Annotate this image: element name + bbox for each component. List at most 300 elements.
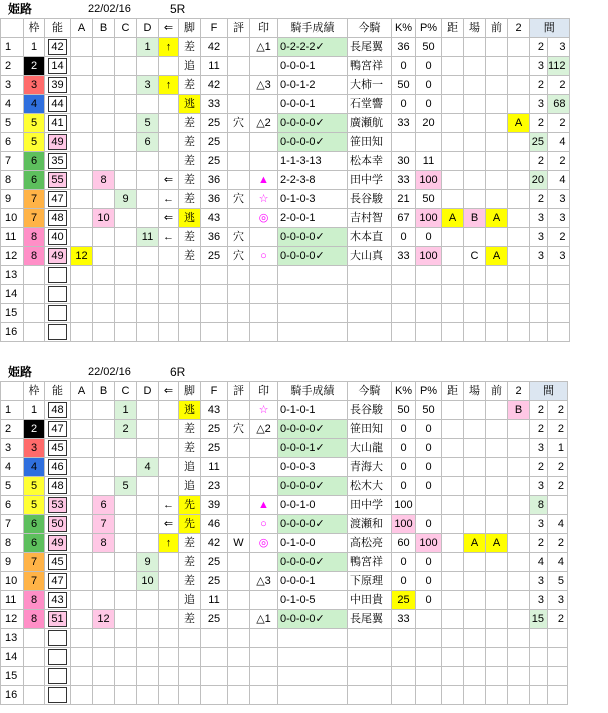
cell-arrow <box>159 591 179 610</box>
cell-ma2 <box>548 686 568 705</box>
cell-konkishu: 長谷駿 <box>348 401 392 420</box>
cell-arrow: ⇐ <box>159 515 179 534</box>
header-row <box>1 19 570 38</box>
cell-ma1: 8 <box>530 496 548 515</box>
cell-arrow <box>159 95 179 114</box>
cell-ma2 <box>548 304 570 323</box>
cell-mae <box>486 152 508 171</box>
cell-ma1 <box>530 285 548 304</box>
cell-hyo <box>228 591 250 610</box>
cell-konkishu <box>348 629 392 648</box>
header-c: C <box>115 382 137 401</box>
header-in: 印 <box>250 382 278 401</box>
cell-b <box>93 285 115 304</box>
cell-d <box>137 323 159 342</box>
cell-f: 42 <box>201 534 228 553</box>
header-nou: 能 <box>45 19 71 38</box>
header-hyo: 評 <box>228 382 250 401</box>
cell-arrow <box>159 629 179 648</box>
cell-nou <box>45 439 71 458</box>
cell-p: 20 <box>416 114 442 133</box>
cell-waku: 2 <box>24 420 45 439</box>
cell-nou <box>45 591 71 610</box>
header-f: F <box>201 19 228 38</box>
cell-k: 0 <box>392 572 416 591</box>
cell-ma2: 112 <box>548 57 570 76</box>
table-row <box>1 57 570 76</box>
cell-d: 1 <box>137 38 159 57</box>
cell-ba <box>464 323 486 342</box>
cell-kyaku: 先 <box>179 515 201 534</box>
cell-ma1: 3 <box>530 439 548 458</box>
cell-hyo <box>228 133 250 152</box>
cell-no: 16 <box>1 686 24 705</box>
cell-waku: 8 <box>24 591 45 610</box>
cell-in <box>250 57 278 76</box>
cell-arrow: ↑ <box>159 534 179 553</box>
cell-waku: 7 <box>24 553 45 572</box>
ability-box <box>48 324 67 340</box>
cell-kyaku <box>179 304 201 323</box>
cell-two <box>508 420 530 439</box>
cell-konkishu: 笹田知 <box>348 133 392 152</box>
cell-b: 6 <box>93 496 115 515</box>
cell-hyo: 穴 <box>228 420 250 439</box>
cell-k: 33 <box>392 247 416 266</box>
cell-waku: 4 <box>24 458 45 477</box>
cell-p: 0 <box>416 572 442 591</box>
cell-mae <box>486 610 508 629</box>
cell-konkishu: 大山龍 <box>348 439 392 458</box>
cell-mae <box>486 515 508 534</box>
header-blank <box>1 382 24 401</box>
cell-nou <box>45 458 71 477</box>
header-f: F <box>201 382 228 401</box>
cell-kishu: 2-2-3-8 <box>278 171 348 190</box>
ability-box <box>48 687 67 703</box>
cell-konkishu <box>348 266 392 285</box>
cell-c <box>115 591 137 610</box>
cell-c: 5 <box>115 477 137 496</box>
cell-kishu: 0-1-0-1 <box>278 401 348 420</box>
cell-ma2: 3 <box>548 38 570 57</box>
cell-arrow <box>159 57 179 76</box>
cell-hyo <box>228 477 250 496</box>
cell-c <box>115 57 137 76</box>
ability-box: 51 <box>48 611 67 627</box>
cell-nou <box>45 420 71 439</box>
cell-kyori <box>442 323 464 342</box>
cell-two <box>508 323 530 342</box>
cell-kyori <box>442 266 464 285</box>
cell-k: 33 <box>392 171 416 190</box>
header-k: K% <box>392 382 416 401</box>
cell-kyaku: 差 <box>179 38 201 57</box>
header-nou: 能 <box>45 382 71 401</box>
cell-nou <box>45 285 71 304</box>
ability-box: 49 <box>48 535 67 551</box>
cell-mae <box>486 76 508 95</box>
cell-two <box>508 133 530 152</box>
cell-f: 25 <box>201 152 228 171</box>
cell-b <box>93 401 115 420</box>
cell-ba <box>464 667 486 686</box>
cell-no: 1 <box>1 401 24 420</box>
cell-c <box>115 209 137 228</box>
ability-box: 35 <box>48 153 67 169</box>
cell-kishu: 0-1-0-0 <box>278 534 348 553</box>
race-date: 22/02/16 <box>88 3 131 15</box>
cell-konkishu: 笹田知 <box>348 420 392 439</box>
cell-two <box>508 572 530 591</box>
cell-c: 2 <box>115 420 137 439</box>
entry-table <box>0 18 570 342</box>
cell-arrow: ← <box>159 190 179 209</box>
cell-no: 13 <box>1 629 24 648</box>
race-block-6r <box>0 363 608 708</box>
cell-d <box>137 401 159 420</box>
ability-box: 47 <box>48 421 67 437</box>
cell-b <box>93 228 115 247</box>
cell-konkishu <box>348 285 392 304</box>
cell-in: △2 <box>250 420 278 439</box>
cell-kyaku: 差 <box>179 133 201 152</box>
cell-ba <box>464 304 486 323</box>
cell-k: 0 <box>392 553 416 572</box>
cell-hyo <box>228 266 250 285</box>
table-row <box>1 534 568 553</box>
cell-ba <box>464 285 486 304</box>
cell-no: 3 <box>1 76 24 95</box>
cell-ma1: 3 <box>530 95 548 114</box>
cell-kishu: 0-0-0-0✓ <box>278 610 348 629</box>
ability-box <box>48 286 67 302</box>
cell-arrow <box>159 458 179 477</box>
header-k: K% <box>392 19 416 38</box>
cell-nou <box>45 401 71 420</box>
cell-p: 0 <box>416 228 442 247</box>
cell-ma1: 2 <box>530 114 548 133</box>
cell-two <box>508 553 530 572</box>
cell-a <box>71 667 93 686</box>
cell-two <box>508 76 530 95</box>
cell-konkishu: 長尾翼 <box>348 38 392 57</box>
cell-c <box>115 496 137 515</box>
cell-ba <box>464 266 486 285</box>
cell-p: 0 <box>416 439 442 458</box>
cell-ma2: 4 <box>548 553 568 572</box>
cell-ma2: 1 <box>548 439 568 458</box>
cell-ma1 <box>530 629 548 648</box>
cell-a <box>71 610 93 629</box>
cell-no: 7 <box>1 152 24 171</box>
cell-b <box>93 667 115 686</box>
cell-d: 6 <box>137 133 159 152</box>
cell-hyo <box>228 686 250 705</box>
table-row <box>1 686 568 705</box>
cell-nou <box>45 686 71 705</box>
cell-no: 3 <box>1 439 24 458</box>
table-row <box>1 591 568 610</box>
cell-d <box>137 304 159 323</box>
cell-in: △2 <box>250 114 278 133</box>
cell-d <box>137 57 159 76</box>
table-row <box>1 171 570 190</box>
cell-no: 11 <box>1 591 24 610</box>
cell-konkishu: 吉村智 <box>348 209 392 228</box>
cell-kyori <box>442 95 464 114</box>
cell-p <box>416 629 442 648</box>
header-two: 2 <box>508 19 530 38</box>
cell-k: 67 <box>392 209 416 228</box>
cell-waku <box>24 686 45 705</box>
race-number: 5R <box>170 2 186 16</box>
cell-p: 0 <box>416 553 442 572</box>
ability-box: 48 <box>48 210 67 226</box>
cell-nou <box>45 133 71 152</box>
cell-c <box>115 171 137 190</box>
cell-a <box>71 76 93 95</box>
cell-a <box>71 686 93 705</box>
cell-ba <box>464 95 486 114</box>
cell-c <box>115 95 137 114</box>
cell-waku: 3 <box>24 76 45 95</box>
cell-d <box>137 95 159 114</box>
cell-kyaku: 差 <box>179 572 201 591</box>
ability-box: 45 <box>48 554 67 570</box>
cell-k <box>392 133 416 152</box>
cell-c <box>115 439 137 458</box>
cell-no: 1 <box>1 38 24 57</box>
cell-b <box>93 76 115 95</box>
cell-in: △1 <box>250 610 278 629</box>
cell-mae <box>486 553 508 572</box>
table-row <box>1 133 570 152</box>
cell-in: △3 <box>250 572 278 591</box>
cell-ma1: 2 <box>530 76 548 95</box>
table-row <box>1 648 568 667</box>
cell-kishu: 0-0-0-0✓ <box>278 420 348 439</box>
cell-kishu <box>278 629 348 648</box>
cell-kishu: 0-0-1-2 <box>278 76 348 95</box>
cell-f: 11 <box>201 591 228 610</box>
cell-no: 2 <box>1 57 24 76</box>
cell-kishu <box>278 648 348 667</box>
cell-p: 0 <box>416 458 442 477</box>
cell-mae <box>486 95 508 114</box>
cell-in <box>250 686 278 705</box>
cell-in: ◎ <box>250 534 278 553</box>
cell-ma2: 3 <box>548 247 570 266</box>
cell-nou <box>45 152 71 171</box>
cell-no: 10 <box>1 572 24 591</box>
cell-d: 5 <box>137 114 159 133</box>
ability-box: 39 <box>48 77 67 93</box>
cell-two <box>508 534 530 553</box>
cell-nou <box>45 57 71 76</box>
cell-ma1: 2 <box>530 534 548 553</box>
cell-kyaku: 追 <box>179 591 201 610</box>
cell-kyaku: 差 <box>179 171 201 190</box>
cell-ba: A <box>464 534 486 553</box>
cell-kyaku: 差 <box>179 114 201 133</box>
cell-mae <box>486 439 508 458</box>
cell-f: 11 <box>201 458 228 477</box>
ability-box: 40 <box>48 229 67 245</box>
cell-waku <box>24 667 45 686</box>
cell-nou <box>45 266 71 285</box>
cell-ma2: 4 <box>548 133 570 152</box>
cell-nou <box>45 171 71 190</box>
cell-kyori <box>442 38 464 57</box>
cell-hyo <box>228 515 250 534</box>
cell-two <box>508 266 530 285</box>
cell-hyo: W <box>228 534 250 553</box>
cell-waku <box>24 266 45 285</box>
cell-two <box>508 171 530 190</box>
cell-b <box>93 95 115 114</box>
cell-ma1: 3 <box>530 515 548 534</box>
cell-kyaku: 差 <box>179 610 201 629</box>
cell-a <box>71 38 93 57</box>
cell-mae <box>486 667 508 686</box>
cell-ma2: 3 <box>548 190 570 209</box>
cell-two <box>508 38 530 57</box>
table-row <box>1 304 570 323</box>
cell-konkishu: 木本直 <box>348 228 392 247</box>
cell-no: 14 <box>1 648 24 667</box>
table-row <box>1 285 570 304</box>
cell-hyo: 穴 <box>228 247 250 266</box>
cell-nou <box>45 610 71 629</box>
cell-two <box>508 667 530 686</box>
cell-kishu <box>278 266 348 285</box>
cell-k: 0 <box>392 439 416 458</box>
cell-kishu: 0-0-0-0✓ <box>278 228 348 247</box>
cell-b <box>93 458 115 477</box>
cell-c <box>115 266 137 285</box>
cell-d <box>137 591 159 610</box>
cell-b <box>93 57 115 76</box>
cell-kishu: 0-0-0-0✓ <box>278 477 348 496</box>
cell-k: 36 <box>392 38 416 57</box>
cell-ma1: 2 <box>530 401 548 420</box>
table-row <box>1 209 570 228</box>
cell-p: 0 <box>416 477 442 496</box>
cell-arrow <box>159 114 179 133</box>
cell-mae <box>486 57 508 76</box>
cell-in <box>250 591 278 610</box>
cell-kyori: A <box>442 209 464 228</box>
cell-waku: 7 <box>24 209 45 228</box>
cell-two <box>508 95 530 114</box>
cell-in <box>250 553 278 572</box>
cell-mae <box>486 304 508 323</box>
ability-box: 53 <box>48 497 67 513</box>
cell-mae <box>486 190 508 209</box>
cell-p <box>416 133 442 152</box>
cell-arrow: ← <box>159 496 179 515</box>
cell-c <box>115 553 137 572</box>
cell-hyo <box>228 95 250 114</box>
cell-f: 25 <box>201 420 228 439</box>
cell-waku <box>24 285 45 304</box>
cell-f: 25 <box>201 247 228 266</box>
cell-k: 0 <box>392 458 416 477</box>
cell-nou <box>45 572 71 591</box>
cell-f: 39 <box>201 496 228 515</box>
cell-waku: 4 <box>24 95 45 114</box>
cell-waku: 5 <box>24 496 45 515</box>
cell-d <box>137 610 159 629</box>
table-row <box>1 114 570 133</box>
cell-arrow <box>159 439 179 458</box>
cell-konkishu: 田中学 <box>348 496 392 515</box>
header-kyaku: 脚 <box>179 19 201 38</box>
table-row <box>1 401 568 420</box>
cell-d <box>137 190 159 209</box>
cell-in: ☆ <box>250 401 278 420</box>
cell-a <box>71 496 93 515</box>
cell-ma1: 3 <box>530 591 548 610</box>
cell-k: 0 <box>392 420 416 439</box>
cell-kyaku: 差 <box>179 152 201 171</box>
cell-ma1: 15 <box>530 610 548 629</box>
table-row <box>1 76 570 95</box>
cell-d <box>137 152 159 171</box>
cell-arrow <box>159 667 179 686</box>
cell-k: 33 <box>392 610 416 629</box>
cell-a: 12 <box>71 247 93 266</box>
cell-two <box>508 686 530 705</box>
cell-a <box>71 439 93 458</box>
cell-kyaku: 差 <box>179 76 201 95</box>
cell-nou <box>45 477 71 496</box>
cell-waku: 6 <box>24 515 45 534</box>
ability-box: 45 <box>48 440 67 456</box>
cell-a <box>71 477 93 496</box>
cell-mae: A <box>486 534 508 553</box>
cell-a <box>71 458 93 477</box>
cell-nou <box>45 304 71 323</box>
cell-kyori <box>442 420 464 439</box>
cell-kyori <box>442 591 464 610</box>
ability-box: 43 <box>48 592 67 608</box>
cell-kishu: 0-0-0-0✓ <box>278 553 348 572</box>
cell-no: 5 <box>1 477 24 496</box>
cell-waku: 5 <box>24 133 45 152</box>
cell-ma2: 2 <box>548 228 570 247</box>
cell-nou <box>45 76 71 95</box>
cell-d <box>137 648 159 667</box>
cell-p: 50 <box>416 401 442 420</box>
cell-nou <box>45 247 71 266</box>
header-arrow: ⇐ <box>159 382 179 401</box>
cell-f: 25 <box>201 553 228 572</box>
table-row <box>1 247 570 266</box>
cell-konkishu: 石堂響 <box>348 95 392 114</box>
cell-b <box>93 323 115 342</box>
header-d: D <box>137 19 159 38</box>
cell-a <box>71 323 93 342</box>
cell-b <box>93 38 115 57</box>
cell-in <box>250 648 278 667</box>
cell-ma2: 2 <box>548 76 570 95</box>
cell-two <box>508 496 530 515</box>
cell-f <box>201 667 228 686</box>
ability-box <box>48 630 67 646</box>
cell-a <box>71 285 93 304</box>
